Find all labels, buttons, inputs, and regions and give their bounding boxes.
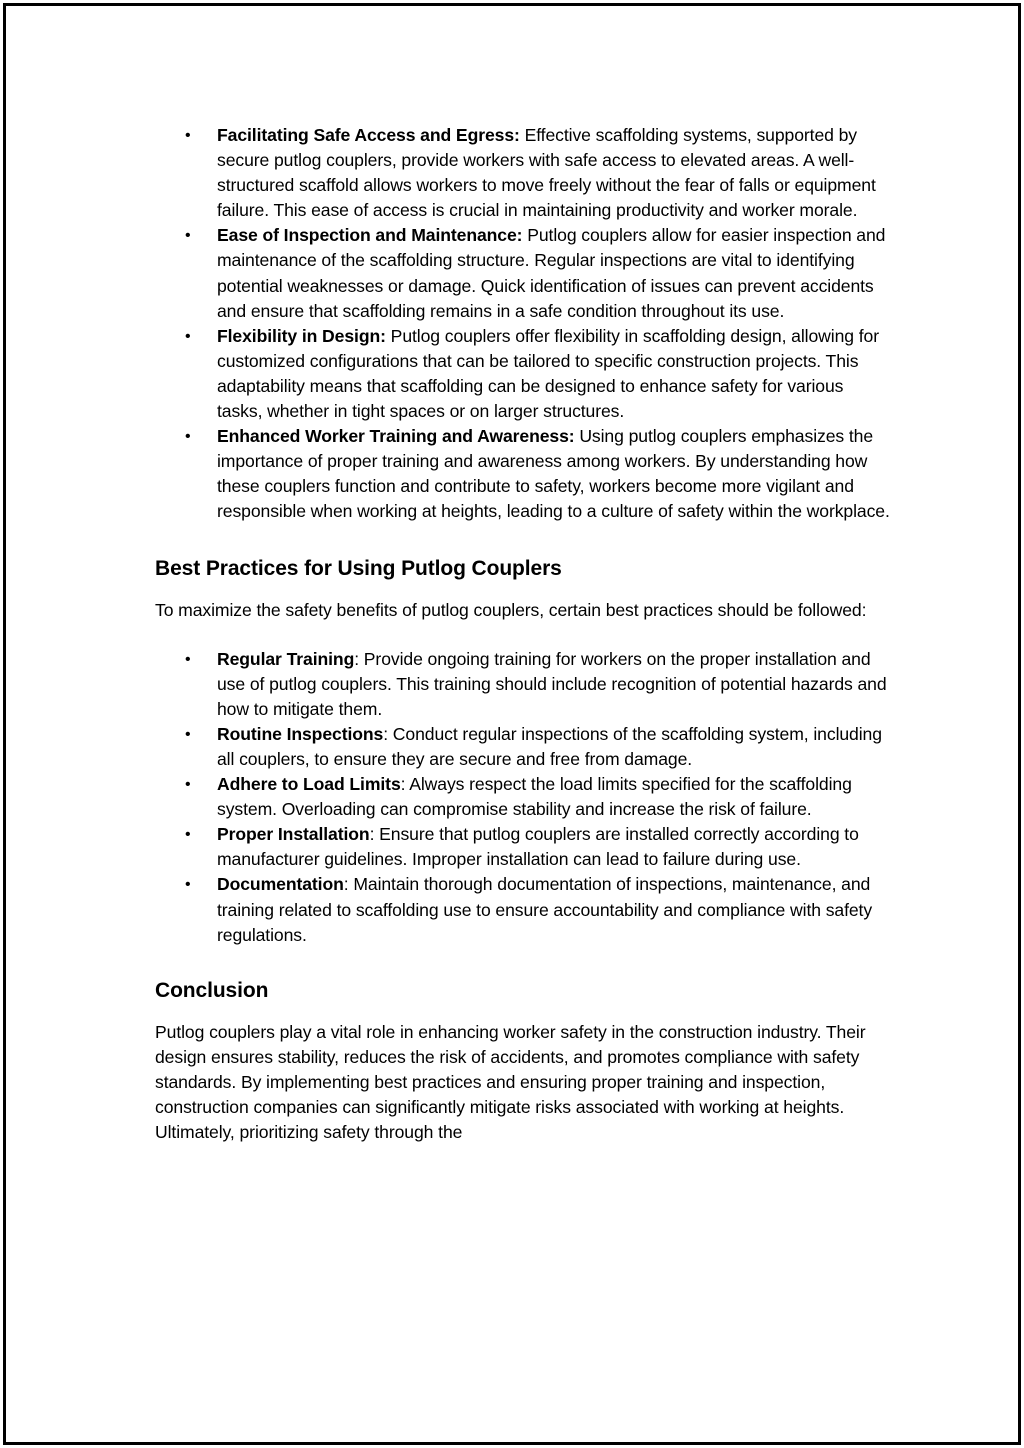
conclusion-paragraph: Putlog couplers play a vital role in enhancing worker safety in the construction industry. Their design ensures stability, reduces the risk of accidents, and promotes compliance with safety standards. By implementing best practices and ensuring proper training and inspection, construction companies can significantly mitigate risks associated with working at heights. Ultimately, prioritizing safety through the [155, 1021, 866, 1143]
list-item [155, 772, 890, 822]
list-item [155, 324, 890, 424]
bullet-icon: • [185, 776, 191, 794]
bullet-icon: • [185, 826, 191, 844]
list-item-text: : Always respect the load limits specified for the scaffolding system. Overloading can compromise stability and increase the risk of failure. [217, 774, 852, 820]
list-item-title: Enhanced Worker Training and Awareness: [217, 426, 575, 447]
bullet-icon: • [185, 127, 191, 144]
conclusion-heading: Conclusion [155, 978, 269, 1002]
bullet-icon: • [185, 327, 191, 345]
list-item [155, 822, 890, 872]
list-item-title: Flexibility in Design: [217, 325, 386, 346]
list-item [155, 872, 890, 947]
bullet-icon: • [185, 227, 191, 245]
list-item-title: Documentation [217, 874, 344, 895]
list-item-text: Using putlog couplers emphasizes the importance of proper training and awareness among workers. By understanding how these couplers function and contribute to safety, workers become more vigilant and responsible when working at heights, leading to a culture of safety within the workplace. [217, 426, 890, 522]
list-item-title: Adhere to Load Limits [217, 774, 401, 795]
list-item-text: : Provide ongoing training for workers on the proper installation and use of putlog couplers. This training should include recognition of potential hazards and how to mitigate them. [217, 648, 887, 719]
list-item-title: Regular Training [217, 648, 355, 669]
list-item [155, 424, 890, 524]
best-practices-heading: Best Practices for Using Putlog Couplers [155, 556, 562, 580]
bullet-icon: • [185, 428, 191, 446]
best-practices-intro: To maximize the safety benefits of putlog couplers, certain best practices should be followed: [155, 599, 867, 620]
bullet-icon: • [185, 650, 191, 668]
list-item-text: : Maintain thorough documentation of inspections, maintenance, and training related to scaffolding use to ensure accountability and compliance with safety regulations. [217, 874, 873, 945]
list-item-title: Proper Installation [217, 824, 370, 845]
list-item-text: Effective scaffolding systems, supported by secure putlog couplers, provide workers with safe access to elevated areas. A well-structured scaffold allows workers to move freely without the fear of falls or equipment failure. This ease of access is crucial in maintaining productivity and worker morale. [217, 125, 876, 221]
bullet-icon: • [185, 725, 191, 743]
list-item-text: Putlog couplers allow for easier inspection and maintenance of the scaffolding structure. Regular inspections are vital to identifying potential weaknesses or damage. Quick identification of issues can prevent accidents and ensure that scaffolding remains in a safe condition throughout its use. [217, 225, 886, 321]
list-item-title: Routine Inspections [217, 723, 384, 744]
document-body [155, 123, 890, 1145]
list-item [155, 123, 890, 223]
bullet-icon: • [185, 876, 191, 894]
list-item-text: : Ensure that putlog couplers are installed correctly according to manufacturer guidelines. Improper installation can lead to failure during use. [217, 824, 859, 870]
list-item-title: Ease of Inspection and Maintenance: [217, 225, 523, 246]
list-item-text: : Conduct regular inspections of the scaffolding system, including all couplers, to ensure they are secure and free from damage. [217, 723, 882, 769]
best-practices-list [155, 647, 890, 948]
list-item [155, 223, 890, 323]
list-item-text: Putlog couplers offer flexibility in scaffolding design, allowing for customized configurations that can be tailored to specific construction projects. This adaptability means that scaffolding can be designed to enhance safety for various tasks, whether in tight spaces or on larger structures. [217, 325, 879, 422]
benefits-list [155, 123, 890, 525]
list-item [155, 722, 890, 772]
list-item [155, 647, 890, 722]
list-item-title: Facilitating Safe Access and Egress: [217, 125, 520, 145]
